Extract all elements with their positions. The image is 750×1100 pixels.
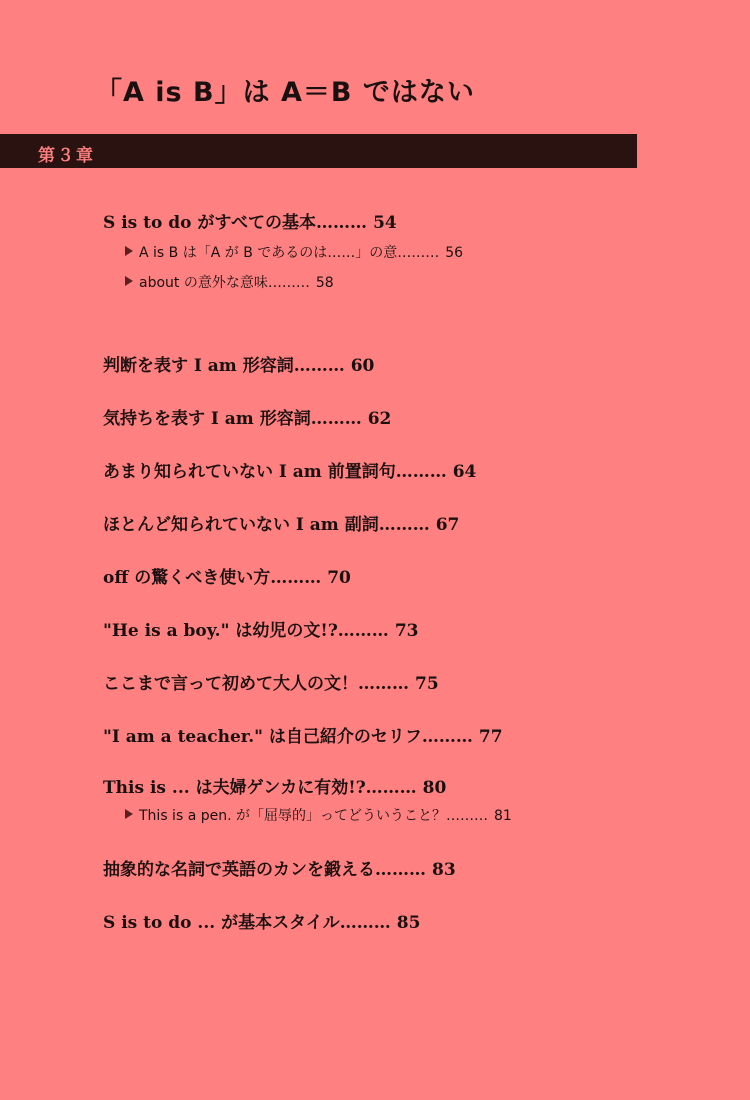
toc-entry-text: A is B は「A が B であるのは……」の意……… xyxy=(139,245,440,261)
toc-page-number: 60 xyxy=(350,356,375,376)
chapter-label: 第３章 xyxy=(38,146,95,166)
toc-entry xyxy=(103,351,374,376)
toc-entry-text: about の意外な意味……… xyxy=(139,275,310,291)
toc-page-number: 62 xyxy=(367,409,392,429)
toc-page-number: 77 xyxy=(478,727,503,747)
toc-entry xyxy=(103,908,420,933)
triangle-bullet-icon xyxy=(125,809,133,819)
toc-page-number: 58 xyxy=(315,275,334,291)
toc-page-number: 81 xyxy=(494,808,512,824)
toc-entry-text: off の驚くべき使い方……… xyxy=(103,568,322,588)
toc-entry-text: "He is a boy." は幼児の文!?……… xyxy=(103,621,389,641)
toc-entry xyxy=(103,510,459,535)
toc-entry-text: This is ... は夫婦ゲンカに有効!?……… xyxy=(103,778,417,798)
toc-entry-text: This is a pen. が「屈辱的」ってどういうこと？……… xyxy=(139,808,488,824)
toc-entry xyxy=(103,563,351,588)
toc-entry-text: 気持ちを表す I am 形容詞……… xyxy=(103,409,362,429)
toc-entry xyxy=(103,669,439,694)
toc-entry xyxy=(103,208,397,233)
toc-entry-text: 抽象的な名詞で英語のカンを鍛える……… xyxy=(103,860,426,880)
toc-entry xyxy=(103,855,456,880)
toc-entry-text: "I am a teacher." は自己紹介のセリフ……… xyxy=(103,727,473,747)
triangle-bullet-icon xyxy=(125,246,133,256)
chapter-bar xyxy=(0,134,637,168)
toc-entry xyxy=(103,457,476,482)
toc-page-number: 54 xyxy=(373,213,397,233)
toc-entry-text: ここまで言って初めて大人の文！……… xyxy=(103,674,409,694)
triangle-bullet-icon xyxy=(125,276,133,286)
toc-page-number: 85 xyxy=(396,913,421,933)
toc-page-number: 64 xyxy=(452,462,477,482)
toc-page-number: 73 xyxy=(394,621,419,641)
toc-entry xyxy=(103,722,503,747)
toc-entry xyxy=(103,616,418,641)
toc-entry-text: ほとんど知られていない I am 副詞……… xyxy=(103,515,430,535)
toc-entry-text: 判断を表す I am 形容詞……… xyxy=(103,356,345,376)
page-title: 「A is B」は A＝B ではない xyxy=(95,77,475,108)
toc-page-number: 83 xyxy=(432,860,456,880)
toc-page-number: 67 xyxy=(435,515,460,535)
toc-entry xyxy=(103,404,391,429)
toc-page-number: 75 xyxy=(415,674,439,694)
toc-entry-text: S is to do がすべての基本……… xyxy=(103,213,368,233)
toc-page-number: 70 xyxy=(327,568,351,588)
toc-page-number: 56 xyxy=(445,245,464,261)
toc-entry xyxy=(103,773,446,798)
toc-entry-text: S is to do ... が基本スタイル……… xyxy=(103,913,391,933)
toc-entry-text: あまり知られていない I am 前置詞句……… xyxy=(103,462,447,482)
toc-sub-entry xyxy=(125,242,463,262)
toc-page-number: 80 xyxy=(422,778,447,798)
toc-sub-entry xyxy=(125,272,334,292)
toc-sub-entry xyxy=(125,805,512,825)
